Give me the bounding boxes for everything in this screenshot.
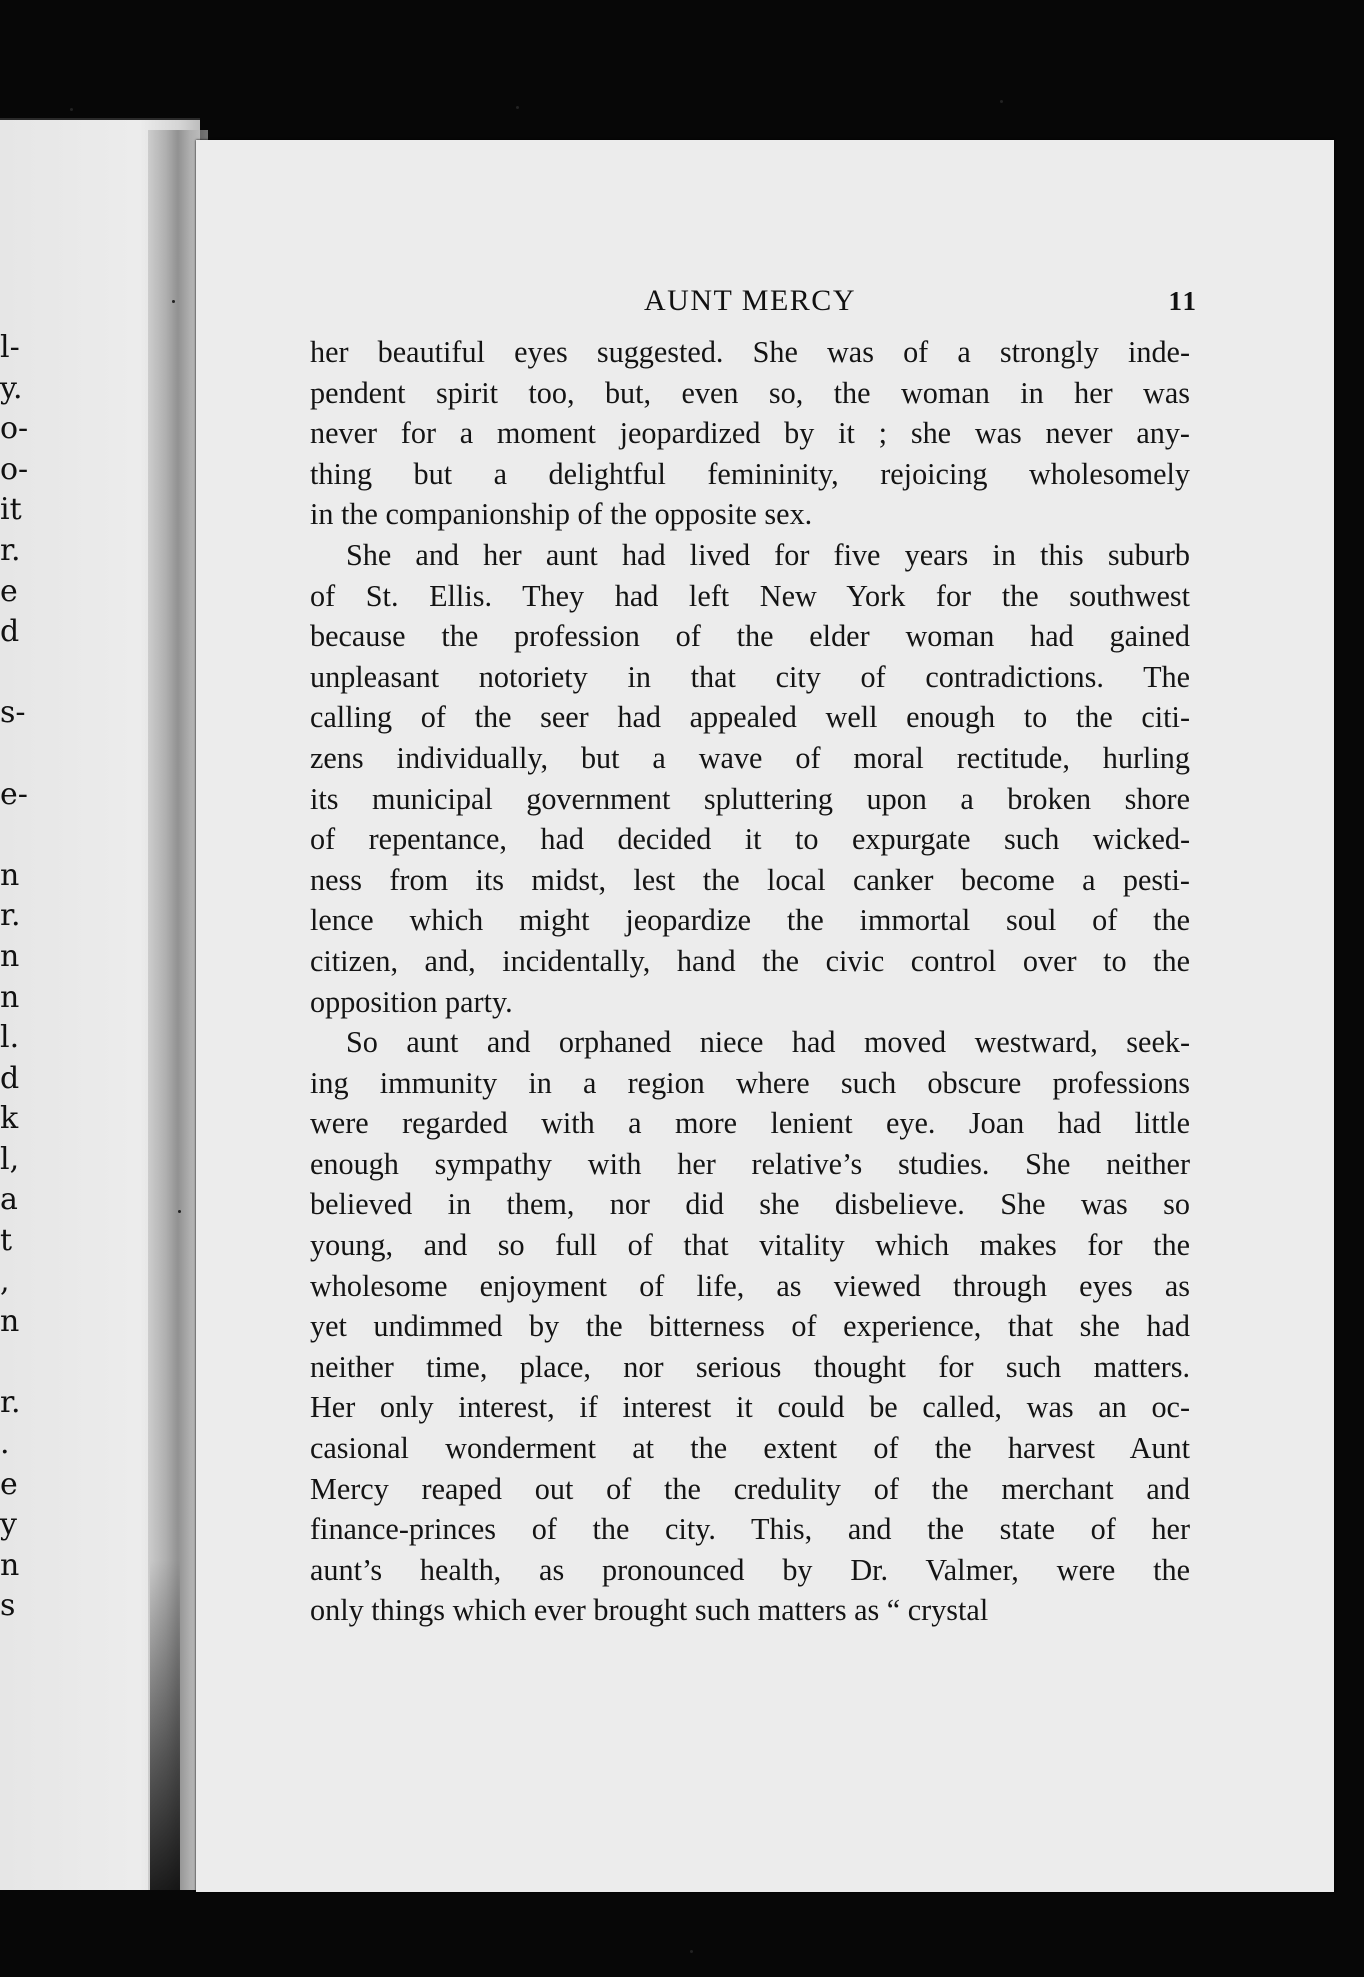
paragraph — [310, 1022, 1190, 1631]
text-line: Her only interest, if interest it could be called, was an oc- — [310, 1390, 1190, 1425]
text-line: lence which might jeopardize the immortal soul of the — [310, 903, 1190, 938]
text-line: citizen, and, incidentally, hand the civic control over to the — [310, 943, 1190, 978]
text-line: So aunt and orphaned niece had moved westward, seek- — [346, 1025, 1190, 1060]
text-line: never for a moment jeopardized by it ; she was never any- — [310, 416, 1190, 451]
left-page-fragment: r. — [0, 1385, 21, 1421]
left-page-fragment: y — [0, 1507, 17, 1543]
spine-bottom-shadow — [150, 1560, 180, 1890]
text-line: thing but a delightful femininity, rejoicing wholesomely — [310, 456, 1190, 491]
text-line: ness from its midst, lest the local canker become a pesti- — [310, 862, 1190, 897]
left-page-fragment: d — [0, 614, 20, 650]
left-page-fragment: n — [0, 1304, 20, 1340]
left-page-fragment: a — [0, 1182, 18, 1218]
left-page-fragment — [0, 1343, 20, 1384]
left-page-fragment: l, — [0, 1141, 20, 1177]
text-line: finance-princes of the city. This, and the state of her — [310, 1512, 1190, 1547]
text-line: were regarded with a more lenient eye. Joan had little — [310, 1106, 1190, 1141]
left-page-fragment: s- — [0, 695, 26, 731]
left-page-fragment: n — [0, 857, 20, 893]
left-page-fragment: o- — [0, 411, 29, 447]
left-page-fragment: d — [0, 1060, 20, 1096]
left-page-fragment — [0, 815, 20, 856]
text-line: believed in them, nor did she disbelieve. She was so — [310, 1187, 1190, 1222]
speck — [690, 1950, 693, 1953]
speck — [172, 300, 175, 303]
text-line: Mercy reaped out of the credulity of the merchant and — [310, 1471, 1190, 1506]
text-line: its municipal government spluttering upon a broken shore — [310, 781, 1190, 816]
book-page — [196, 140, 1334, 1892]
left-page-fragment: r. — [0, 532, 21, 568]
left-page-fragment: l- — [0, 330, 20, 365]
left-page-fragment: l. — [0, 1020, 20, 1056]
text-line: aunt’s health, as pronounced by Dr. Valmer, were the — [310, 1552, 1190, 1587]
speck — [178, 1210, 181, 1213]
left-page-fragment: s — [0, 1588, 16, 1624]
running-title: AUNT MERCY — [644, 284, 856, 317]
left-page-fragment: k — [0, 1101, 19, 1137]
left-page-fragment: t — [0, 1223, 13, 1259]
speck — [70, 108, 73, 111]
text-line: neither time, place, nor serious thought for such matters. — [310, 1349, 1190, 1384]
left-page-fragment: . — [0, 1426, 10, 1462]
text-line: yet undimmed by the bitterness of experience, that she had — [310, 1309, 1190, 1344]
left-page-fragment — [0, 734, 20, 775]
left-page-fragment: o- — [0, 451, 29, 487]
left-page-fragment — [0, 653, 20, 694]
text-line: opposition party. — [310, 984, 513, 1019]
left-page-fragment: n — [0, 938, 20, 974]
speck — [1000, 100, 1003, 103]
left-page-fragment: e — [0, 573, 18, 609]
left-page-fragment: e — [0, 1466, 18, 1502]
left-page-fragment: e- — [0, 776, 28, 812]
paragraph — [310, 332, 1190, 535]
left-page-text-fragments — [0, 328, 29, 1627]
text-line: in the companionship of the opposite sex. — [310, 497, 813, 532]
text-line: wholesome enjoyment of life, as viewed through eyes as — [310, 1268, 1190, 1303]
left-page-fragment: r. — [0, 898, 21, 934]
running-head — [310, 280, 1198, 324]
text-line: She and her aunt had lived for five years in this suburb — [346, 537, 1190, 572]
left-page-fragment: it — [0, 492, 22, 528]
text-line: because the profession of the elder woman had gained — [310, 619, 1190, 654]
text-line: ing immunity in a region where such obscure professions — [310, 1065, 1190, 1100]
left-page-fragment: y. — [0, 370, 23, 406]
speck — [516, 106, 519, 109]
text-line: casional wonderment at the extent of the harvest Aunt — [310, 1431, 1190, 1466]
text-line: her beautiful eyes suggested. She was of a strongly inde- — [310, 335, 1190, 369]
text-line: unpleasant notoriety in that city of contradictions. The — [310, 659, 1190, 694]
paragraph — [310, 535, 1190, 1022]
left-page-fragment: n — [0, 1547, 20, 1583]
text-line: calling of the seer had appealed well enough to the citi- — [310, 700, 1190, 735]
page-content — [310, 280, 1198, 1631]
body-text — [310, 332, 1190, 1631]
left-page-fragment: , — [0, 1263, 10, 1299]
text-line: of St. Ellis. They had left New York for the southwest — [310, 578, 1190, 613]
text-line: pendent spirit too, but, even so, the woman in her was — [310, 375, 1190, 410]
text-line: enough sympathy with her relative’s studies. She neither — [310, 1146, 1190, 1181]
text-line: young, and so full of that vitality which makes for the — [310, 1228, 1190, 1263]
text-line: zens individually, but a wave of moral rectitude, hurling — [310, 740, 1190, 775]
text-line: only things which ever brought such matters as “ crystal — [310, 1593, 989, 1628]
page-number: 11 — [1168, 286, 1198, 316]
left-page-fragment: n — [0, 979, 20, 1015]
text-line: of repentance, had decided it to expurgate such wicked- — [310, 822, 1190, 857]
